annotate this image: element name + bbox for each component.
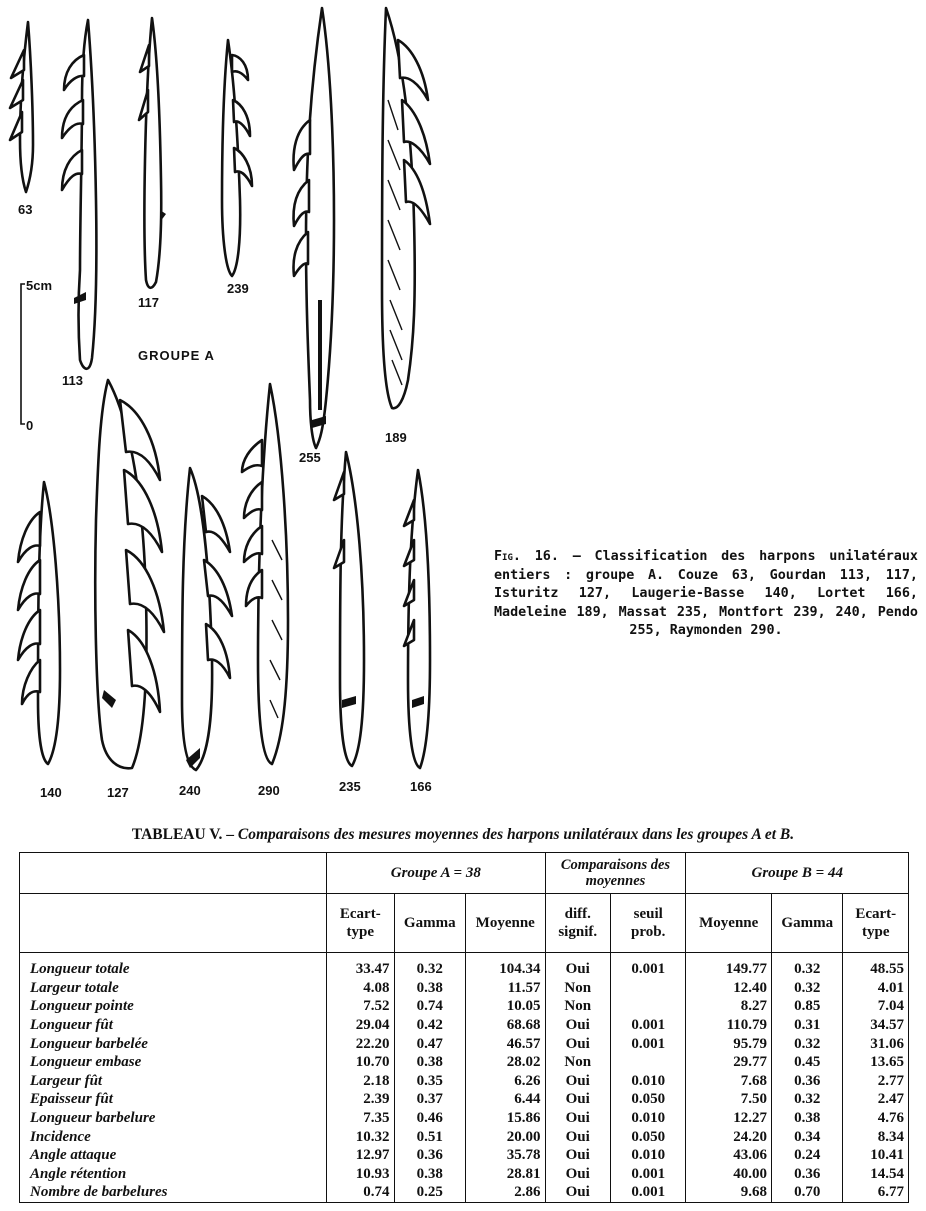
- figure-number: Fig. 16.: [494, 549, 559, 564]
- cell: 2.47: [877, 1091, 904, 1108]
- cell: 0.050: [610, 1090, 686, 1109]
- specimen-label-117: 117: [138, 295, 159, 310]
- harpoon-290: [242, 384, 288, 764]
- cell: Oui: [545, 1090, 610, 1109]
- cell: 104.34: [465, 953, 545, 979]
- cell: 0.38: [394, 1165, 465, 1184]
- cell: 0.35: [394, 1072, 465, 1091]
- cell: Oui: [545, 1072, 610, 1091]
- harpoon-117: [139, 18, 166, 288]
- cell: 10.70: [327, 1053, 394, 1072]
- cell: Oui: [545, 1034, 610, 1053]
- table-row: [20, 1127, 909, 1146]
- table-caption-prefix: TABLEAU V. –: [131, 826, 234, 843]
- table-caption: [0, 826, 926, 844]
- table-row: [20, 997, 909, 1016]
- harpoon-189: [382, 8, 430, 408]
- scale-top-label: 5cm: [26, 278, 53, 293]
- specimen-label-239: 239: [227, 281, 249, 296]
- cell: Non: [545, 1053, 610, 1072]
- cell: Oui: [545, 1165, 610, 1184]
- cell: 2.77: [877, 1072, 904, 1089]
- cell: 0.37: [394, 1090, 465, 1109]
- cell: 6.77: [877, 1184, 904, 1201]
- group-label: GROUPE A: [138, 348, 215, 363]
- cell: 0.70: [772, 1183, 843, 1202]
- harpoon-235: [334, 452, 364, 766]
- cell: 9.68: [686, 1183, 772, 1202]
- cell: 11.57: [465, 979, 545, 998]
- row-name: Longueur embase: [20, 1053, 327, 1072]
- cell: 40.00: [686, 1165, 772, 1184]
- table-row: [20, 953, 909, 979]
- scale-bar: [21, 278, 52, 433]
- col-header-seuil-prob: seuil prob.: [610, 894, 686, 953]
- cell: 43.06: [686, 1146, 772, 1165]
- harpoon-140: [18, 482, 60, 764]
- comparisons-header: Comparaisons des moyennes: [545, 853, 686, 894]
- cell: 10.41: [870, 1147, 904, 1164]
- cell: 0.24: [772, 1146, 843, 1165]
- row-name: Longueur fût: [20, 1016, 327, 1035]
- cell: 2.18: [327, 1072, 394, 1091]
- cell: 0.010: [610, 1109, 686, 1128]
- cell: 0.32: [772, 1034, 843, 1053]
- corner-cell-2: [20, 894, 327, 953]
- cell: 0.32: [772, 979, 843, 998]
- cell: 0.25: [394, 1183, 465, 1202]
- col-header-b-gamma: Gamma: [772, 894, 843, 953]
- cell: 0.85: [772, 997, 843, 1016]
- row-name: Angle rétention: [20, 1165, 327, 1184]
- cell: 110.79: [686, 1016, 772, 1035]
- cell: 0.38: [394, 1053, 465, 1072]
- cell: 7.35: [327, 1109, 394, 1128]
- cell: 35.78: [465, 1146, 545, 1165]
- table-row: [20, 1109, 909, 1128]
- row-name: Largeur totale: [20, 979, 327, 998]
- row-name: Longueur barbelure: [20, 1109, 327, 1128]
- cell: [610, 1053, 686, 1072]
- cell: 12.97: [327, 1146, 394, 1165]
- specimen-label-235: 235: [339, 779, 361, 794]
- cell: 8.27: [686, 997, 772, 1016]
- col-header-b-moyenne: Moyenne: [686, 894, 772, 953]
- harpoon-240: [182, 468, 232, 770]
- table-row: [20, 1016, 909, 1035]
- row-name: Longueur pointe: [20, 997, 327, 1016]
- specimen-label-189: 189: [385, 430, 407, 445]
- cell: 0.001: [610, 1183, 686, 1202]
- harpoon-63: [10, 22, 33, 192]
- cell: 0.050: [610, 1127, 686, 1146]
- cell: 6.44: [465, 1090, 545, 1109]
- cell: Oui: [545, 953, 610, 979]
- comparison-table: [19, 852, 909, 1203]
- cell: 0.36: [394, 1146, 465, 1165]
- cell: 14.54: [870, 1165, 904, 1182]
- cell: 7.50: [686, 1090, 772, 1109]
- col-header-a-gamma: Gamma: [394, 894, 465, 953]
- cell: 0.001: [610, 1034, 686, 1053]
- harpoon-255: [294, 8, 334, 448]
- cell: 4.76: [877, 1110, 904, 1127]
- specimen-label-140: 140: [40, 785, 62, 800]
- cell: Non: [545, 979, 610, 998]
- col-header-diff-signif: diff. signif.: [545, 894, 610, 953]
- scale-bottom-label: 0: [26, 418, 34, 433]
- cell: 28.81: [465, 1165, 545, 1184]
- cell: 0.38: [772, 1109, 843, 1128]
- cell: 12.27: [686, 1109, 772, 1128]
- cell: 0.001: [610, 1165, 686, 1184]
- col-header-a-moyenne: Moyenne: [465, 894, 545, 953]
- cell: 4.08: [327, 979, 394, 998]
- group-a-header: Groupe A = 38: [327, 853, 545, 894]
- table-caption-title: Comparaisons des mesures moyennes des harpons unilatéraux dans les groupes A et B.: [237, 826, 795, 843]
- cell: 7.68: [686, 1072, 772, 1091]
- cell: Non: [545, 997, 610, 1016]
- cell: Oui: [545, 1016, 610, 1035]
- cell: Oui: [545, 1183, 610, 1202]
- cell: 0.32: [394, 953, 465, 979]
- cell: 0.32: [772, 953, 843, 979]
- specimen-label-113: 113: [62, 373, 83, 388]
- col-header-b-ecart-type: Ecart-type: [843, 894, 909, 953]
- cell: Oui: [545, 1127, 610, 1146]
- row-name: Largeur fût: [20, 1072, 327, 1091]
- cell: 34.57: [870, 1017, 904, 1034]
- cell: 0.32: [772, 1090, 843, 1109]
- cell: 0.001: [610, 953, 686, 979]
- cell: 0.38: [394, 979, 465, 998]
- table-row: [20, 1165, 909, 1184]
- cell: [610, 979, 686, 998]
- table-row: [20, 1183, 909, 1202]
- cell: 0.46: [394, 1109, 465, 1128]
- specimen-label-166: 166: [410, 779, 432, 794]
- specimen-label-240: 240: [179, 783, 201, 798]
- cell: 0.34: [772, 1127, 843, 1146]
- row-name: Angle attaque: [20, 1146, 327, 1165]
- cell: 0.42: [394, 1016, 465, 1035]
- cell: 0.36: [772, 1072, 843, 1091]
- cell: 10.93: [327, 1165, 394, 1184]
- harpoon-166: [404, 470, 430, 768]
- cell: 6.26: [465, 1072, 545, 1091]
- cell: 29.04: [327, 1016, 394, 1035]
- harpoon-113: [62, 20, 96, 369]
- cell: 0.47: [394, 1034, 465, 1053]
- row-name: Nombre de barbelures: [20, 1183, 327, 1202]
- row-name: Longueur totale: [20, 953, 327, 979]
- cell: 2.39: [327, 1090, 394, 1109]
- cell: 0.74: [327, 1183, 394, 1202]
- specimen-label-127: 127: [107, 785, 129, 800]
- cell: 0.31: [772, 1016, 843, 1035]
- cell: 31.06: [870, 1035, 904, 1052]
- cell: 68.68: [465, 1016, 545, 1035]
- table-row: [20, 1053, 909, 1072]
- cell: 20.00: [465, 1127, 545, 1146]
- cell: 7.52: [327, 997, 394, 1016]
- col-header-a-ecart-type: Ecart-type: [327, 894, 394, 953]
- cell: 95.79: [686, 1034, 772, 1053]
- row-name: Epaisseur fût: [20, 1090, 327, 1109]
- cell: 8.34: [877, 1128, 904, 1145]
- cell: Oui: [545, 1146, 610, 1165]
- cell: 13.65: [870, 1054, 904, 1071]
- corner-cell: [20, 853, 327, 894]
- cell: 15.86: [465, 1109, 545, 1128]
- cell: 149.77: [686, 953, 772, 979]
- table-row: [20, 1072, 909, 1091]
- cell: 0.010: [610, 1146, 686, 1165]
- cell: 0.001: [610, 1016, 686, 1035]
- cell: 0.74: [394, 997, 465, 1016]
- cell: 4.01: [877, 979, 904, 996]
- harpoon-239: [222, 40, 252, 276]
- cell: 24.20: [686, 1127, 772, 1146]
- figure-caption: [494, 548, 918, 641]
- cell: Oui: [545, 1109, 610, 1128]
- cell: 22.20: [327, 1034, 394, 1053]
- cell: [610, 997, 686, 1016]
- table-row: [20, 1090, 909, 1109]
- specimen-label-63: 63: [18, 202, 33, 217]
- group-b-header: Groupe B = 44: [686, 853, 909, 894]
- cell: 10.32: [327, 1127, 394, 1146]
- cell: 12.40: [686, 979, 772, 998]
- cell: 0.51: [394, 1127, 465, 1146]
- specimen-label-290: 290: [258, 783, 280, 798]
- cell: 7.04: [877, 998, 904, 1015]
- cell: 0.36: [772, 1165, 843, 1184]
- cell: 48.55: [870, 961, 904, 978]
- table-row: [20, 979, 909, 998]
- cell: 29.77: [686, 1053, 772, 1072]
- harpoon-127: [95, 380, 164, 768]
- cell: 2.86: [465, 1183, 545, 1202]
- cell: 46.57: [465, 1034, 545, 1053]
- row-name: Longueur barbelée: [20, 1034, 327, 1053]
- table-row: [20, 1034, 909, 1053]
- specimen-label-255: 255: [299, 450, 321, 465]
- cell: 0.010: [610, 1072, 686, 1091]
- cell: 0.45: [772, 1053, 843, 1072]
- cell: 33.47: [327, 953, 394, 979]
- table-body: [20, 953, 909, 1203]
- cell: 28.02: [465, 1053, 545, 1072]
- row-name: Incidence: [20, 1127, 327, 1146]
- figure-caption-text: — Classification des harpons unilatéraux entiers : groupe A. Couze 63, Gourdan 113, 117, Isturitz 127, Laugerie-Basse 140, Lortet 166, Madeleine 189, Massat 235, Montfort 239, 240, Pendo 255, Raymonden 290.: [494, 549, 918, 638]
- cell: 10.05: [465, 997, 545, 1016]
- table-row: [20, 1146, 909, 1165]
